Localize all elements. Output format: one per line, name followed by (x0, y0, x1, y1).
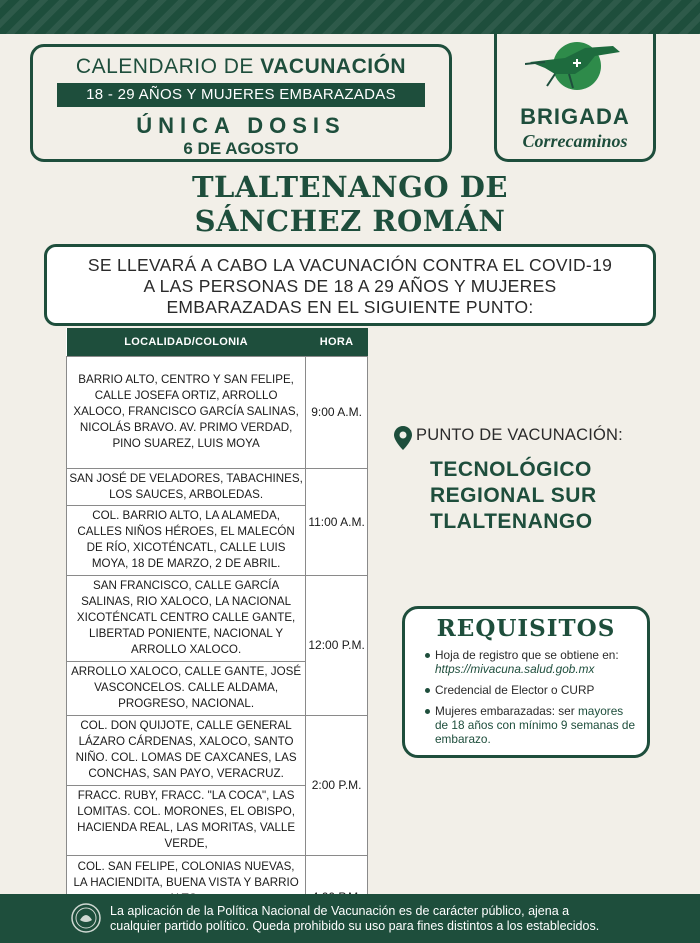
location-cell: SAN FRANCISCO, CALLE GARCÍA SALINAS, RIO XALOCO, LA NACIONAL XICOTÉNCATL CENTRO CALLE GANTE, LIBERTAD PONIENTE, NACIONAL Y ARROLLO XALOCO. (67, 575, 306, 661)
roadrunner-logo (525, 40, 625, 100)
notice-box (44, 244, 656, 326)
site-label: PUNTO DE VACUNACIÓN: (416, 426, 623, 444)
requirement-text: Hoja de registro que se obtiene en: (435, 648, 619, 662)
footer-line2: cualquier partido político. Queda prohibido su uso para fines distintos a los establecidos. (110, 919, 600, 933)
site-name-line2: REGIONAL SUR (430, 484, 597, 507)
list-item (425, 704, 637, 746)
time-cell: 12:00 P.M. (306, 575, 368, 715)
location-cell: FRACC. RUBY, FRACC. "LA COCA", LAS LOMITAS. COL. MORONES, EL OBISPO, HACIENDA REAL, LAS MORITAS, VALLE VERDE, (67, 785, 306, 855)
notice-line2: A LAS PERSONAS DE 18 A 29 AÑOS Y MUJERES (143, 276, 557, 296)
site-name-line3: TLALTENANGO (430, 510, 593, 533)
requirements-title: REQUISITOS (436, 615, 616, 642)
footer-disclaimer (110, 904, 670, 934)
requirement-text: Mujeres embarazadas: ser (435, 704, 575, 718)
location-cell: ARROLLO XALOCO, CALLE GANTE, JOSÉ VASCONCELOS. CALLE ALDAMA, PROGRESO, NACIONAL. (67, 661, 306, 715)
dose-label: ÚNICA DOSIS (136, 113, 346, 138)
location-cell: COL. BARRIO ALTO, LA ALAMEDA, CALLES NIÑOS HÉROES, EL MALECÓN DE RÍO, XICOTÉNCATL, CALLE LUIS MOYA, 18 DE MARZO, 2 DE ABRIL. (67, 505, 306, 575)
list-item: Credencial de Elector o CURP (425, 683, 637, 697)
vaccination-site (394, 426, 674, 535)
top-pattern-band (0, 0, 700, 34)
calendar-title-strong: VACUNACIÓN (260, 55, 407, 78)
time-cell: 11:00 A.M. (306, 468, 368, 575)
calendar-header-box (30, 44, 452, 162)
town-title-line1: TLALTENANGO DE (191, 170, 509, 204)
notice-line3: EMBARAZADAS EN EL SIGUIENTE PUNTO: (166, 297, 534, 317)
brigada-logo-box (494, 34, 656, 162)
time-cell: 2:00 P.M. (306, 715, 368, 855)
table-row (67, 468, 368, 505)
requirements-list (425, 648, 637, 746)
notice-line1: SE LLEVARÁ A CABO LA VACUNACIÓN CONTRA EL COVID-19 (87, 255, 613, 275)
time-cell: 9:00 A.M. (306, 356, 368, 468)
location-pin-icon (394, 426, 412, 450)
location-cell: SAN JOSÉ DE VELADORES, TABACHINES, LOS SAUCES, ARBOLEDAS. (67, 468, 306, 505)
requirements-box (402, 606, 650, 758)
table-row (67, 575, 368, 661)
seal-icon (70, 902, 102, 934)
town-title (0, 170, 700, 238)
target-group-band: 18 - 29 AÑOS Y MUJERES EMBARAZADAS (57, 83, 425, 107)
brigada-wordmark: BRIGADA (520, 104, 630, 129)
calendar-title-prefix: CALENDARIO DE (75, 55, 254, 78)
schedule-header-row (67, 328, 368, 356)
requirement-detail: mayores de 18 años con mínimo 9 semanas de embarazo. (435, 704, 636, 746)
table-row (67, 356, 368, 468)
table-row (67, 715, 368, 785)
registration-link[interactable]: https://mivacuna.salud.gob.mx (435, 662, 595, 676)
location-cell: COL. DON QUIJOTE, CALLE GENERAL LÁZARO CÁRDENAS, XALOCO, SANTO NIÑO. COL. LOMAS DE CAXCANES, LAS CONCHAS, SAN PAYO, VERACRUZ. (67, 715, 306, 785)
site-name (430, 457, 674, 535)
vaccination-date: 6 DE AGOSTO (183, 139, 299, 158)
schedule-table (66, 328, 368, 912)
list-item (425, 648, 637, 676)
column-header-location: LOCALIDAD/COLONIA (67, 328, 306, 356)
column-header-time: HORA (306, 328, 368, 356)
location-cell: COL. SAN FELIPE, COLONIAS NUEVAS, LA HACIENDITA, BUENA VISTA Y BARRIO (67, 855, 306, 911)
correcaminos-wordmark: Correcaminos (522, 131, 628, 151)
town-title-line2: SÁNCHEZ ROMÁN (194, 204, 506, 238)
footer-line1: La aplicación de la Política Nacional de Vacunación es de carácter público, ajena a (110, 904, 570, 918)
location-cell: BARRIO ALTO, CENTRO Y SAN FELIPE, CALLE JOSEFA ORTIZ, ARROLLO XALOCO, FRANCISCO GARCÍA SALINAS, NICOLÁS BRAVO. AV. PRIMO VERDAD, PINO SUAREZ, LUIS MOYA (67, 356, 306, 468)
site-name-line1: TECNOLÓGICO (430, 458, 592, 481)
calendar-title (33, 55, 449, 79)
footer-band (0, 894, 700, 943)
